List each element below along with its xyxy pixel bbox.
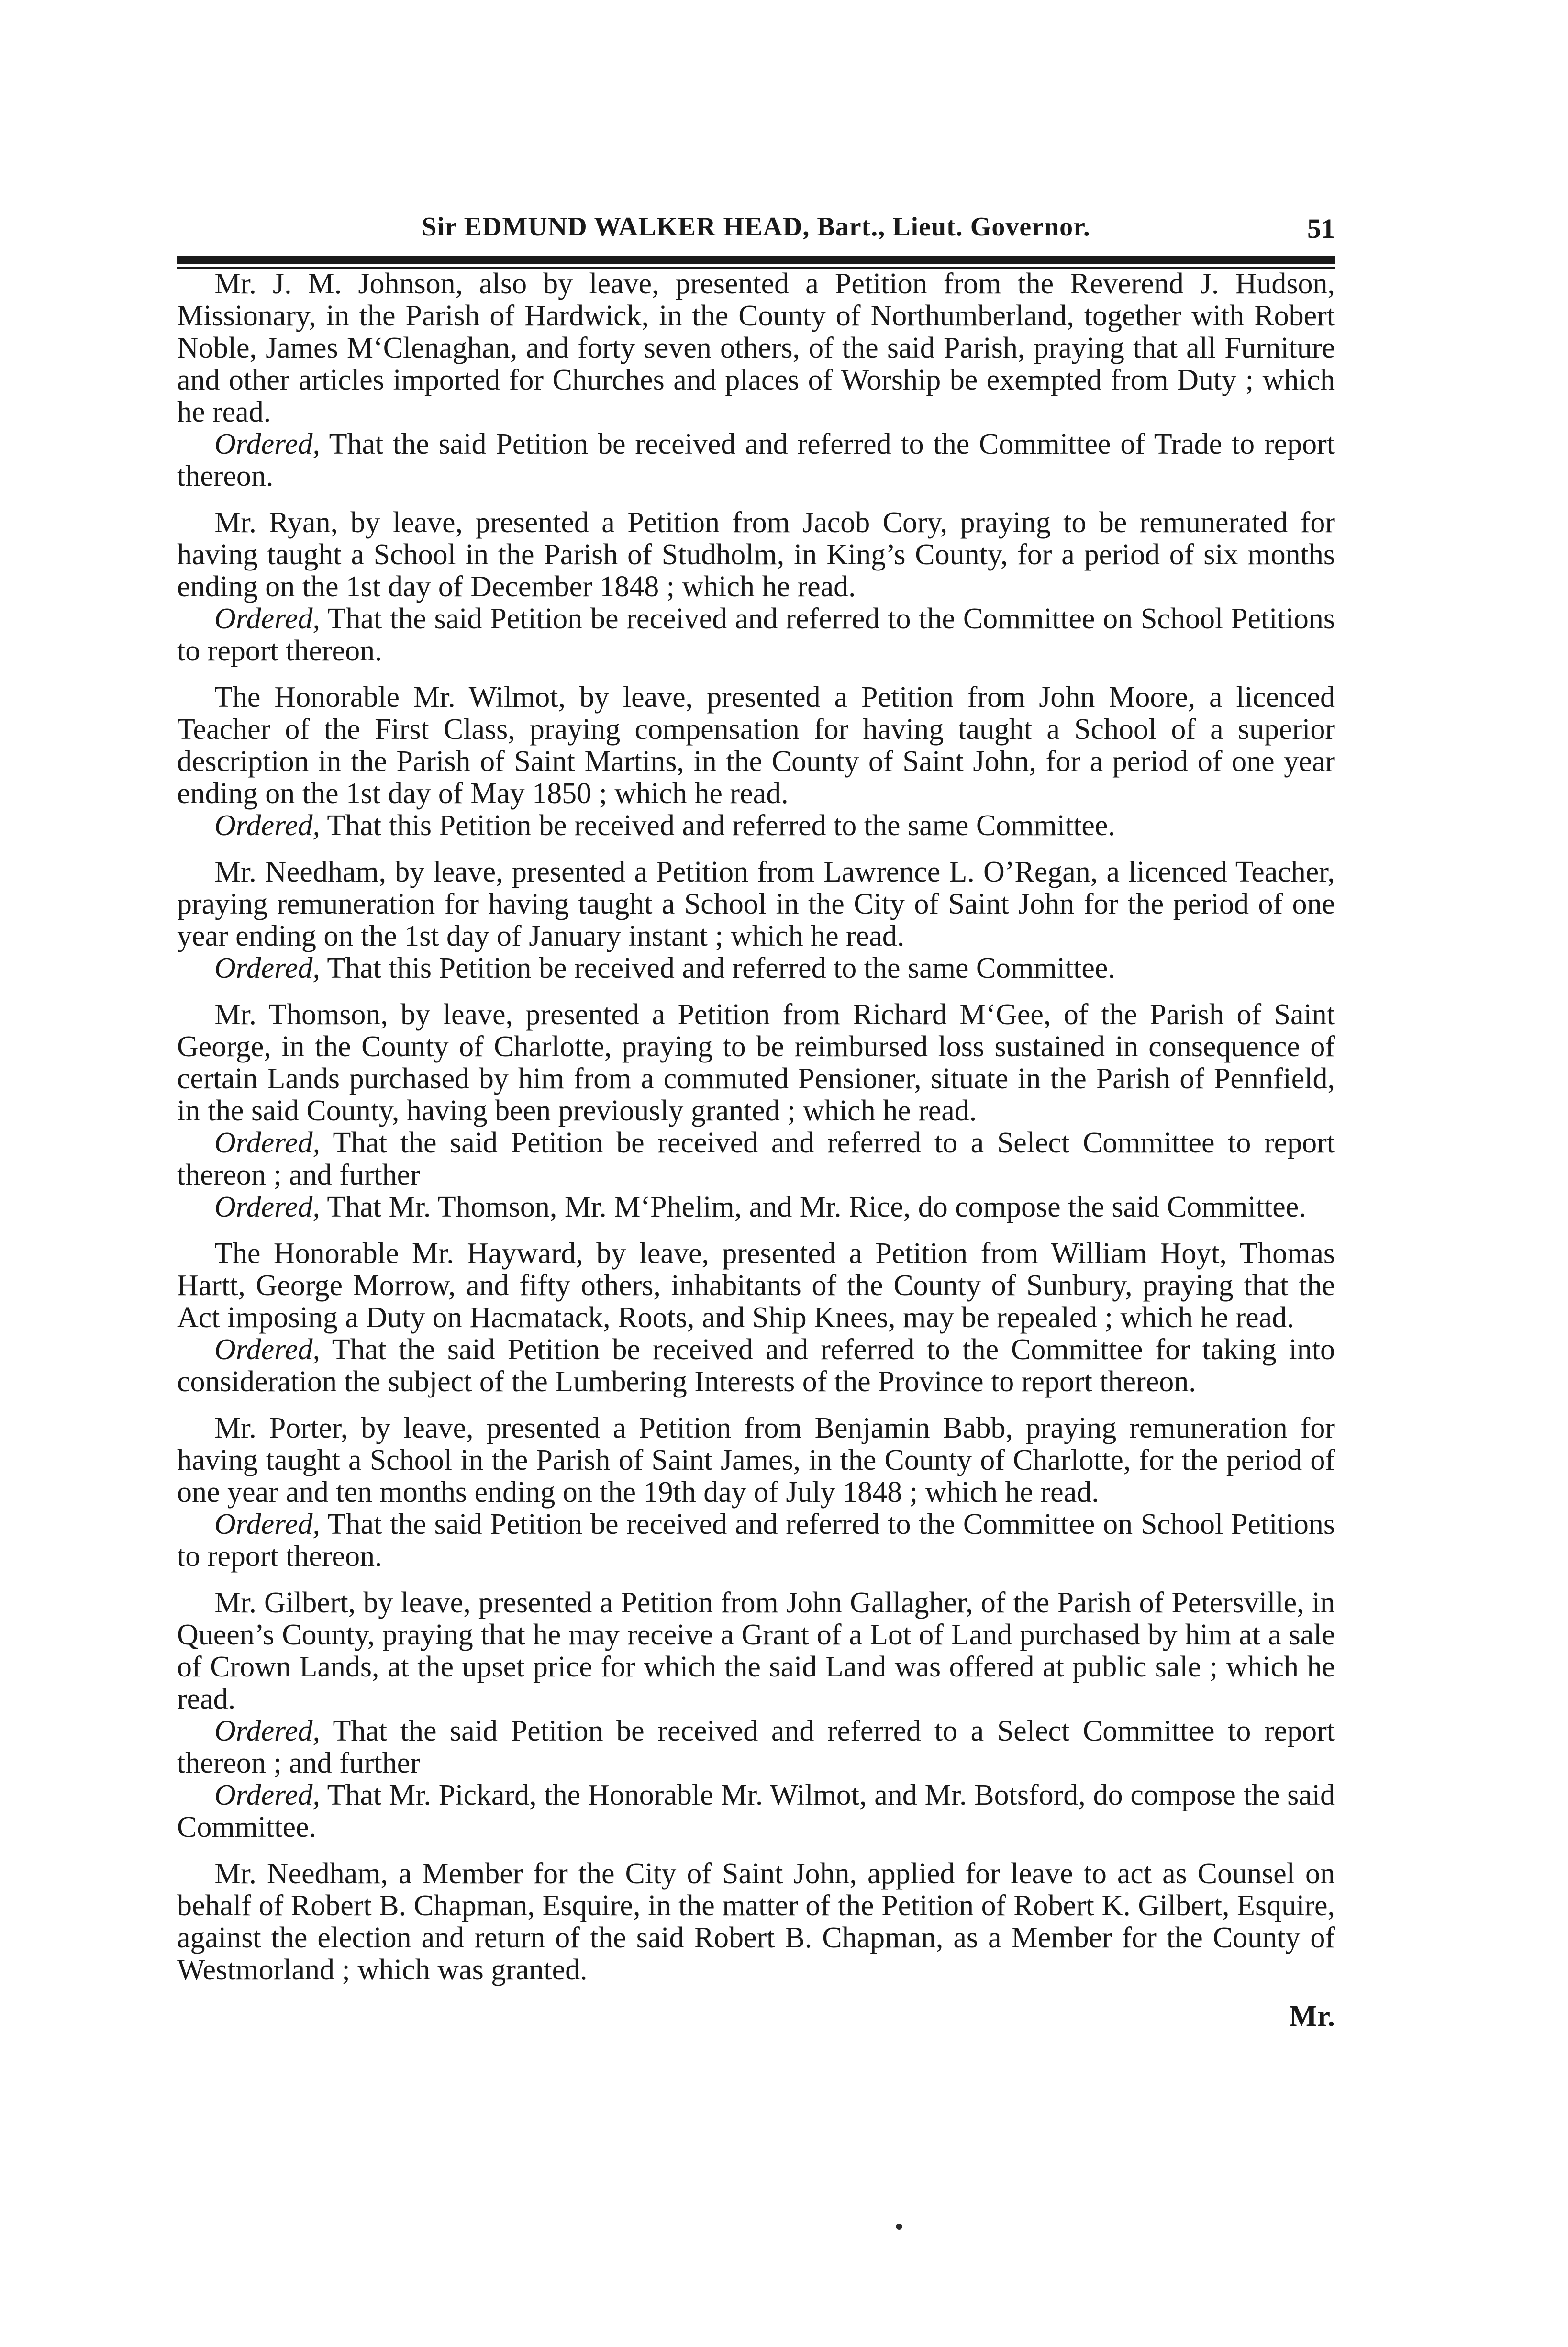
running-head: Sir EDMUND WALKER HEAD, Bart., Lieut. Governor. — [422, 212, 1090, 242]
order-paragraph — [177, 1509, 1335, 1573]
order-paragraph — [177, 1191, 1335, 1223]
page-number: 51 — [1307, 213, 1335, 244]
order-text: That the said Petition be received and referred to a Select Committee to report thereon ; and further — [177, 1127, 1335, 1191]
order-text: That this Petition be received and referred to the same Committee. — [320, 952, 1115, 984]
order-text: That the said Petition be received and referred to a Select Committee to report thereon ; and further — [177, 1715, 1335, 1779]
petition-entry — [177, 682, 1335, 842]
entry-text: Mr. Thomson, by leave, presented a Petition from Richard M‘Gee, of the Parish of Saint George, in the County of Charlotte, praying to be reimbursed loss sustained in consequence of certain Lands purchased by him from a commuted Pensioner, situate in the Parish of Pennfield, in the said County, having been previously granted ; which he read. — [177, 998, 1335, 1127]
journal-body — [177, 268, 1335, 2033]
order-text: That the said Petition be received and referred to the Committee on School Petitions to report thereon. — [177, 603, 1335, 667]
order-text: That Mr. Pickard, the Honorable Mr. Wilmot, and Mr. Botsford, do compose the said Committee. — [177, 1779, 1335, 1844]
entry-text: The Honorable Mr. Hayward, by leave, presented a Petition from William Hoyt, Thomas Hartt, George Morrow, and fifty others, inhabitants of the County of Sunbury, praying that the Act imposing a Duty on Hacmatack, Roots, and Ship Knees, may be repealed ; which he read. — [177, 1237, 1335, 1334]
order-text: That the said Petition be received and referred to the Committee of Trade to report thereon. — [177, 428, 1335, 492]
entries-list — [177, 268, 1335, 1986]
petition-entry — [177, 1858, 1335, 1986]
order-paragraph — [177, 428, 1335, 492]
printer-mark: ● — [895, 2218, 904, 2234]
petition-entry — [177, 268, 1335, 492]
entry-text: Mr. Gilbert, by leave, presented a Petition from John Gallagher, of the Parish of Petersville, in Queen’s County, praying that he may receive a Grant of a Lot of Land purchased by him at a sale of Crown Lands, at the upset price for which the said Land was offered at public sale ; which he read. — [177, 1587, 1335, 1715]
page-header — [177, 212, 1335, 255]
petition-entry — [177, 1412, 1335, 1573]
header-rule-thick — [177, 256, 1335, 264]
order-paragraph — [177, 810, 1335, 842]
entry-text: Mr. J. M. Johnson, also by leave, presented a Petition from the Reverend J. Hudson, Missionary, in the Parish of Hardwick, in the County of Northumberland, together with Robert Noble, James M‘Clenaghan, and forty seven others, of the said Parish, praying that all Furniture and other articles imported for Churches and places of Worship be exempted from Duty ; which he read. — [177, 268, 1335, 428]
petition-entry — [177, 507, 1335, 667]
entry-text: Mr. Porter, by leave, presented a Petition from Benjamin Babb, praying remuneration for having taught a School in the Parish of Saint James, in the County of Charlotte, for the period of one year and ten months ending on the 19th day of July 1848 ; which he read. — [177, 1412, 1335, 1509]
petition-entry — [177, 1238, 1335, 1398]
ordered-word: Ordered, — [214, 1715, 320, 1747]
ordered-word: Ordered, — [214, 1508, 320, 1541]
entry-text: Mr. Needham, a Member for the City of Saint John, applied for leave to act as Counsel on behalf of Robert B. Chapman, Esquire, in the matter of the Petition of Robert K. Gilbert, Esquire, against the election and return of the said Robert B. Chapman, as a Member for the County of Westmorland ; which was granted. — [177, 1857, 1335, 1986]
order-text: That this Petition be received and referred to the same Committee. — [320, 809, 1115, 842]
order-paragraph — [177, 603, 1335, 667]
catchword: Mr. — [1289, 2000, 1335, 2033]
order-text: That Mr. Thomson, Mr. M‘Phelim, and Mr. Rice, do compose the said Committee. — [320, 1191, 1306, 1223]
ordered-word: Ordered, — [214, 1333, 320, 1366]
order-text: That the said Petition be received and referred to the Committee for taking into consideration the subject of the Lumbering Interests of the Province to report thereon. — [177, 1333, 1335, 1398]
order-text: That the said Petition be received and referred to the Committee on School Petitions to report thereon. — [177, 1508, 1335, 1573]
order-paragraph — [177, 952, 1335, 984]
ordered-word: Ordered, — [214, 603, 320, 635]
entry-text: The Honorable Mr. Wilmot, by leave, presented a Petition from John Moore, a licenced Teacher of the First Class, praying compensation for having taught a School of a superior description in the Parish of Saint Martins, in the County of Saint John, for a period of one year ending on the 1st day of May 1850 ; which he read. — [177, 681, 1335, 810]
petition-entry — [177, 1587, 1335, 1844]
ordered-word: Ordered, — [214, 1191, 320, 1223]
petition-entry — [177, 856, 1335, 984]
order-paragraph — [177, 1715, 1335, 1779]
entry-text: Mr. Needham, by leave, presented a Petition from Lawrence L. O’Regan, a licenced Teacher, praying remuneration for having taught a School in the City of Saint John for the period of one year ending on the 1st day of January instant ; which he read. — [177, 856, 1335, 952]
ordered-word: Ordered, — [214, 952, 320, 984]
ordered-word: Ordered, — [214, 428, 320, 460]
petition-entry — [177, 999, 1335, 1223]
order-paragraph — [177, 1334, 1335, 1398]
ordered-word: Ordered, — [214, 1127, 320, 1159]
entry-text: Mr. Ryan, by leave, presented a Petition from Jacob Cory, praying to be remunerated for having taught a School in the Parish of Studholm, in King’s County, for a period of six months ending on the 1st day of December 1848 ; which he read. — [177, 506, 1335, 603]
ordered-word: Ordered, — [214, 1779, 320, 1811]
ordered-word: Ordered, — [214, 809, 320, 842]
order-paragraph — [177, 1779, 1335, 1844]
order-paragraph — [177, 1127, 1335, 1191]
